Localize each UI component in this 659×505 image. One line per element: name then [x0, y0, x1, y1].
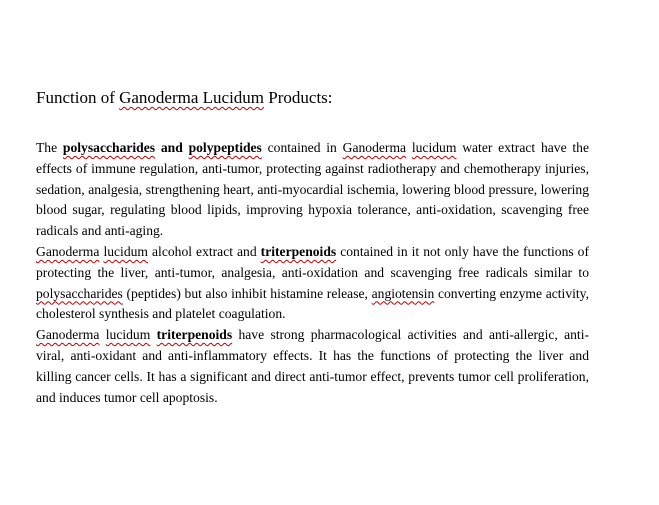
text-run: converting enzyme activity, cholesterol synthesis and platelet coagulation.	[36, 285, 589, 322]
term-ganoderma: Ganoderma	[36, 327, 100, 343]
term-ganoderma: Ganoderma	[36, 243, 100, 259]
text-run: alcohol extract and	[148, 243, 261, 259]
title-prefix: Function of	[36, 88, 120, 107]
term-lucidum: lucidum	[103, 243, 148, 259]
paragraph-alcohol-extract	[36, 242, 589, 325]
term-polysaccharides: polysaccharides	[36, 285, 123, 301]
text-run: have strong pharmacological activities and anti-allergic, anti-viral, anti-oxidant and anti-inflammatory effects. It has the functions of protecting the liver and killing cancer cells. It has a significant and direct anti-tumor effect, prevents tumor cell proliferation, and induces tumor cell apoptosis.	[36, 327, 590, 405]
term-angiotensin: angiotensin	[371, 285, 435, 301]
text-run: The	[36, 140, 63, 155]
term-lucidum: lucidum	[411, 140, 457, 155]
title-suffix: Products:	[264, 88, 333, 107]
bold-term-polypeptides: polypeptides	[188, 140, 262, 155]
title-term-misspelled: Ganoderma Lucidum	[119, 88, 265, 107]
text-run: contained in	[261, 140, 343, 155]
text-run: (peptides) but also inhibit histamine release,	[122, 285, 372, 301]
bold-term-triterpenoids: triterpenoids	[156, 327, 233, 343]
bold-term-triterpenoids: triterpenoids	[260, 243, 337, 259]
paragraph-water-extract	[36, 138, 589, 242]
text-run: water extract have the effects of immune regulation, anti-tumor, protecting against radiotherapy and chemotherapy injuries, sedation, analgesia, strengthening heart, anti-myocardial ischemia, lowering blood pressure, lowering blood sugar, regulating blood lipids, improving hypoxia tolerance, anti-oxidation, scavenging free radicals and anti-aging.	[36, 140, 589, 239]
paragraph-triterpenoids	[36, 325, 589, 408]
term-ganoderma: Ganoderma	[342, 140, 407, 155]
text-run: contained in it not only have the functions of protecting the liver, anti-tumor, analgesia, anti-oxidation and scavenging free radicals similar to	[36, 243, 589, 280]
bold-term-polysaccharides: polysaccharides	[62, 140, 156, 155]
term-lucidum: lucidum	[105, 327, 151, 343]
document-body	[36, 86, 589, 408]
document-title	[36, 86, 589, 110]
bold-term-and: and	[160, 140, 183, 155]
